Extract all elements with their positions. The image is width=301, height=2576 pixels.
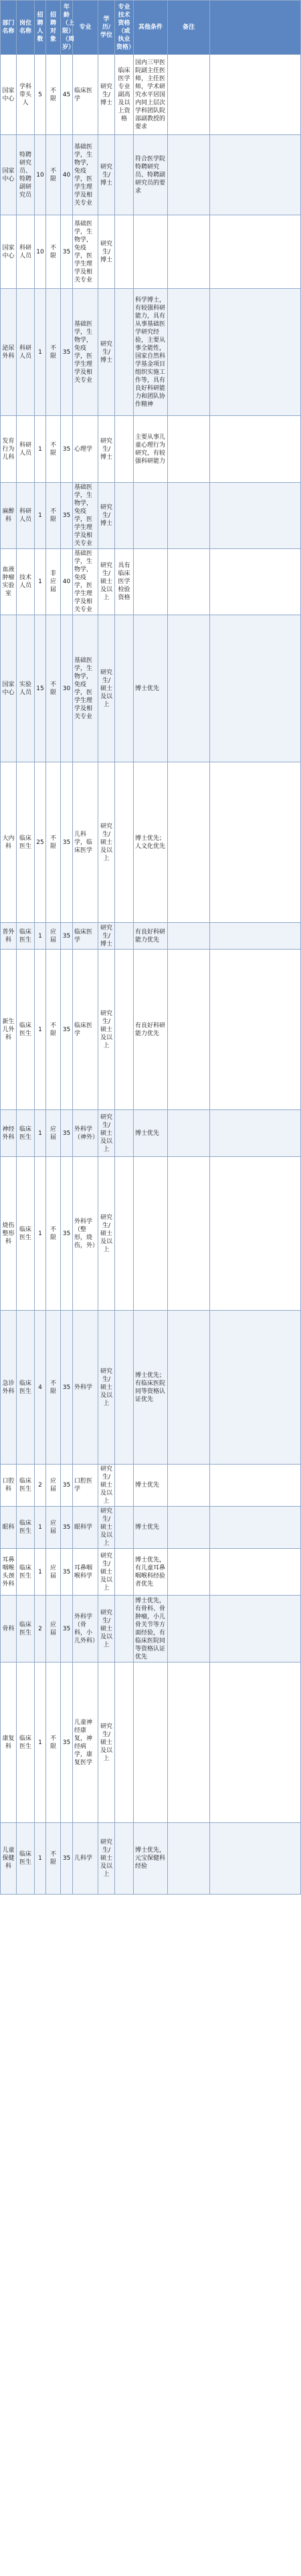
cell-dept: 耳鼻咽喉头颈外科 [1,1549,17,1596]
cell-qual: 临床医学专业副高及以上资格 [115,55,134,135]
cell-degree: 研究生/硕士及以上 [98,1157,115,1311]
cell-qual [115,1549,134,1596]
cell-extra [210,1662,301,1823]
cell-post: 临床医生 [17,1662,35,1823]
cell-count: 10 [35,215,46,289]
cell-major: 外科学（骨科，小儿外科） [73,1596,98,1662]
cell-count: 2 [35,1596,46,1662]
cell-target: 不限 [46,950,61,1110]
cell-note [168,549,210,615]
table-row [1,923,301,950]
cell-age: 35 [61,1823,73,1895]
cell-age: 35 [61,762,73,923]
header-dept: 部门名称 [1,1,17,55]
cell-note [168,55,210,135]
table-row [1,762,301,923]
cell-qual [115,1110,134,1157]
cell-count: 1 [35,1823,46,1895]
cell-extra [210,1110,301,1157]
cell-count: 5 [35,55,46,135]
cell-major: 基础医学，生物学，免疫学，医学生理学及相关专业 [73,483,98,549]
table-row [1,483,301,549]
table-row [1,1507,301,1549]
cell-degree: 研究生/硕士及以上 [98,1596,115,1662]
cell-degree: 研究生/硕士及以上 [98,549,115,615]
cell-major: 基础医学，生物学，免疫学，医学生理学及相关专业 [73,135,98,215]
cell-age: 35 [61,1311,73,1465]
cell-other: 博士优先 [134,1507,168,1549]
cell-dept: 泌尿外科 [1,289,17,416]
cell-dept: 麻醉科 [1,483,17,549]
cell-degree: 研究生/硕士及以上 [98,1465,115,1507]
cell-extra [210,55,301,135]
cell-other: 博士优先；人文化优先 [134,762,168,923]
cell-dept: 国家中心 [1,215,17,289]
cell-post: 临床医生 [17,950,35,1110]
cell-degree: 研究生/硕士及以上 [98,1823,115,1895]
cell-major: 基础医学，生物学，免疫学，医学生理学及相关专业 [73,549,98,615]
cell-post: 科研人员 [17,416,35,483]
cell-other: 博士优先 [134,1465,168,1507]
cell-count: 1 [35,289,46,416]
cell-major: 耳鼻咽喉科学 [73,1549,98,1596]
cell-target: 应届 [46,1465,61,1507]
cell-other: 主要从事儿童心理行为研究，有较强科研能力 [134,416,168,483]
cell-target: 应届 [46,1549,61,1596]
cell-note [168,1465,210,1507]
cell-qual [115,615,134,762]
cell-count: 1 [35,1662,46,1823]
cell-age: 35 [61,950,73,1110]
cell-dept: 眼科 [1,1507,17,1549]
cell-dept: 血液肿瘤实验室 [1,549,17,615]
table-row [1,289,301,416]
cell-degree: 研究生/博士 [98,416,115,483]
cell-post: 特聘研究员、特聘副研究员 [17,135,35,215]
header-post: 岗位名称 [17,1,35,55]
cell-degree: 研究生/硕士及以上 [98,762,115,923]
cell-dept: 骨科 [1,1596,17,1662]
cell-dept: 国家中心 [1,135,17,215]
cell-major: 临床医学 [73,55,98,135]
cell-post: 临床医生 [17,1311,35,1465]
cell-count: 1 [35,1110,46,1157]
cell-qual [115,1465,134,1507]
cell-degree: 研究生/硕士及以上 [98,615,115,762]
cell-count: 1 [35,1549,46,1596]
cell-degree: 研究生/硕士及以上 [98,1662,115,1823]
cell-extra [210,950,301,1110]
cell-count: 1 [35,950,46,1110]
cell-note [168,1110,210,1157]
cell-major: 心理学 [73,416,98,483]
cell-age: 35 [61,1157,73,1311]
cell-post: 临床医生 [17,762,35,923]
cell-qual [115,483,134,549]
cell-note [168,215,210,289]
cell-post: 学科带头人 [17,55,35,135]
cell-major: 基础医学，生物学，免疫学，医学生理学及相关专业 [73,215,98,289]
cell-other: 符合医学院特聘研究员、特聘副研究员的要求 [134,135,168,215]
header-note: 备注 [168,1,210,55]
cell-major: 外科学 [73,1311,98,1465]
cell-qual [115,1823,134,1895]
cell-target: 不限 [46,55,61,135]
cell-note [168,483,210,549]
table-row [1,1465,301,1507]
header-other: 其他条件 [134,1,168,55]
cell-other: 博士优先 [134,615,168,762]
cell-count: 1 [35,1507,46,1549]
cell-age: 35 [61,215,73,289]
cell-extra [210,615,301,762]
cell-extra [210,483,301,549]
table-row [1,55,301,135]
cell-age: 35 [61,1507,73,1549]
cell-count: 1 [35,416,46,483]
cell-note [168,762,210,923]
cell-other: 博士优先 [134,1110,168,1157]
cell-degree: 研究生/博士 [98,215,115,289]
cell-age: 35 [61,923,73,950]
cell-other: 博士优先；有临床医院同等资格认证优先 [134,1311,168,1465]
cell-age: 35 [61,1549,73,1596]
cell-target: 不限 [46,1823,61,1895]
table-row [1,549,301,615]
cell-target: 应届 [46,1596,61,1662]
cell-age: 35 [61,1465,73,1507]
header-major: 专业 [73,1,98,55]
cell-major: 外科学（整形，烧伤，外） [73,1157,98,1311]
cell-post: 临床医生 [17,1507,35,1549]
cell-dept: 口腔科 [1,1465,17,1507]
cell-degree: 研究生/硕士及以上 [98,1507,115,1549]
cell-target: 应届 [46,1507,61,1549]
header-target: 招聘对象 [46,1,61,55]
cell-degree: 研究生/博士 [98,483,115,549]
cell-post: 实验人员 [17,615,35,762]
cell-note [168,923,210,950]
cell-degree: 研究生/硕士及以上 [98,1110,115,1157]
cell-dept: 烧伤整形科 [1,1157,17,1311]
header-extra [210,1,301,55]
cell-count: 4 [35,1311,46,1465]
cell-major: 眼科学 [73,1507,98,1549]
cell-extra [210,416,301,483]
cell-count: 25 [35,762,46,923]
cell-count: 1 [35,923,46,950]
table-row [1,950,301,1110]
table-row [1,1311,301,1465]
cell-target: 不限 [46,135,61,215]
cell-extra [210,1823,301,1895]
cell-major: 外科学（神外） [73,1110,98,1157]
cell-degree: 研究生/硕士及以上 [98,1549,115,1596]
cell-extra [210,289,301,416]
cell-target: 不限 [46,762,61,923]
cell-extra [210,923,301,950]
cell-extra [210,762,301,923]
cell-major: 基础医学，生物学，免疫学，医学生理学及相关专业 [73,615,98,762]
cell-count: 15 [35,615,46,762]
cell-target: 不限 [46,1157,61,1311]
cell-target: 不限 [46,1311,61,1465]
header-age: 年龄（上限）（周岁） [61,1,73,55]
cell-post: 临床医生 [17,1110,35,1157]
table-row [1,615,301,762]
cell-extra [210,549,301,615]
cell-other [134,215,168,289]
cell-age: 35 [61,1110,73,1157]
cell-qual [115,416,134,483]
cell-note [168,416,210,483]
cell-extra [210,215,301,289]
cell-note [168,950,210,1110]
table-body [1,55,301,1895]
cell-note [168,289,210,416]
cell-post: 临床医生 [17,1549,35,1596]
cell-major: 儿科学，临床医学 [73,762,98,923]
cell-age: 35 [61,416,73,483]
cell-count: 1 [35,483,46,549]
cell-count: 1 [35,549,46,615]
cell-target: 非应届 [46,549,61,615]
cell-other: 博士优先，元宝保健科经验 [134,1823,168,1895]
cell-qual: 具有临床医学检验资格 [115,549,134,615]
header-degree: 学历/学位 [98,1,115,55]
cell-major: 儿科学 [73,1823,98,1895]
cell-other [134,1662,168,1823]
table-row [1,135,301,215]
cell-post: 临床医生 [17,1823,35,1895]
cell-note [168,1662,210,1823]
cell-post: 科研人员 [17,215,35,289]
cell-age: 40 [61,135,73,215]
cell-degree: 研究生/博士 [98,289,115,416]
cell-age: 35 [61,1596,73,1662]
cell-major: 基础医学，生物学，免疫学，医学生理学及相关专业 [73,289,98,416]
header-qual: 专业技术资格（或执业资格） [115,1,134,55]
table-row [1,416,301,483]
cell-other: 有良好科研能力优先 [134,950,168,1110]
cell-post: 临床医生 [17,1596,35,1662]
cell-target: 应届 [46,1110,61,1157]
cell-note [168,135,210,215]
cell-target: 不限 [46,615,61,762]
table-row [1,1823,301,1895]
cell-qual [115,1596,134,1662]
cell-extra [210,1157,301,1311]
cell-other: 博士优先，有骨科、骨肿瘤，小儿骨关节等方面经验，有临床医院同等资格认证优先 [134,1596,168,1662]
cell-dept: 发育行为儿科 [1,416,17,483]
cell-qual [115,762,134,923]
cell-degree: 研究生/博士 [98,923,115,950]
cell-target: 不限 [46,416,61,483]
cell-qual [115,215,134,289]
cell-post: 科研人员 [17,289,35,416]
cell-degree: 研究生/博士 [98,55,115,135]
cell-dept: 新生儿外科 [1,950,17,1110]
cell-note [168,1596,210,1662]
cell-dept: 康复科 [1,1662,17,1823]
cell-dept: 国家中心 [1,55,17,135]
cell-post: 临床医生 [17,1465,35,1507]
cell-note [168,1311,210,1465]
cell-target: 应届 [46,923,61,950]
cell-qual [115,1157,134,1311]
cell-post: 临床医生 [17,1157,35,1311]
table-row [1,1157,301,1311]
cell-note [168,1157,210,1311]
cell-other: 国内三甲医院副主任医师，主任医师，学术研究水平居国内同上层次学科团队院部副教授的要求 [134,55,168,135]
cell-post: 技术人员 [17,549,35,615]
cell-age: 45 [61,55,73,135]
cell-degree: 研究生/博士 [98,135,115,215]
cell-extra [210,1596,301,1662]
cell-other: 科学博士，有较强科研能力，具有从事基础医学研究经验，主要从事全能性，国家自然科学基金项目组织实施工作等，具有良好科研能力和团队协作精神 [134,289,168,416]
cell-age: 40 [61,549,73,615]
table-row [1,1110,301,1157]
cell-count: 2 [35,1465,46,1507]
cell-qual [115,950,134,1110]
cell-extra [210,135,301,215]
cell-other [134,1157,168,1311]
cell-qual [115,1311,134,1465]
cell-other: 博士优先，有儿童耳鼻咽喉科经验者优先 [134,1549,168,1596]
cell-major: 临床医学 [73,923,98,950]
cell-dept: 普外科 [1,923,17,950]
cell-target: 不限 [46,215,61,289]
table-row [1,1662,301,1823]
cell-qual [115,1507,134,1549]
cell-age: 35 [61,1662,73,1823]
cell-dept: 儿童保健科 [1,1823,17,1895]
cell-age: 35 [61,289,73,416]
cell-note [168,1823,210,1895]
header-row [1,1,301,55]
cell-dept: 国家中心 [1,615,17,762]
cell-other [134,483,168,549]
table-row [1,215,301,289]
cell-age: 30 [61,615,73,762]
cell-target: 不限 [46,289,61,416]
table-row [1,1549,301,1596]
cell-note [168,1507,210,1549]
header-count: 招聘人数 [35,1,46,55]
cell-count: 10 [35,135,46,215]
cell-target: 不限 [46,483,61,549]
cell-post: 科研人员 [17,483,35,549]
cell-degree: 研究生/硕士及以上 [98,1311,115,1465]
cell-age: 35 [61,483,73,549]
table-row [1,1596,301,1662]
cell-other [134,549,168,615]
cell-extra [210,1311,301,1465]
cell-qual [115,1662,134,1823]
cell-qual [115,135,134,215]
cell-dept: 急诊外科 [1,1311,17,1465]
cell-major: 临床医学 [73,950,98,1110]
cell-post: 临床医生 [17,923,35,950]
cell-extra [210,1465,301,1507]
cell-major: 儿童神经康复，神经病学，康复医学 [73,1662,98,1823]
cell-count: 1 [35,1157,46,1311]
cell-qual [115,923,134,950]
cell-dept: 大内科 [1,762,17,923]
cell-major: 口腔医学 [73,1465,98,1507]
cell-extra [210,1549,301,1596]
cell-extra [210,1507,301,1549]
cell-qual [115,289,134,416]
cell-note [168,1549,210,1596]
cell-dept: 神经外科 [1,1110,17,1157]
cell-degree: 研究生/硕士及以上 [98,950,115,1110]
cell-other: 有良好科研能力优先 [134,923,168,950]
cell-note [168,615,210,762]
cell-target: 不限 [46,1662,61,1823]
